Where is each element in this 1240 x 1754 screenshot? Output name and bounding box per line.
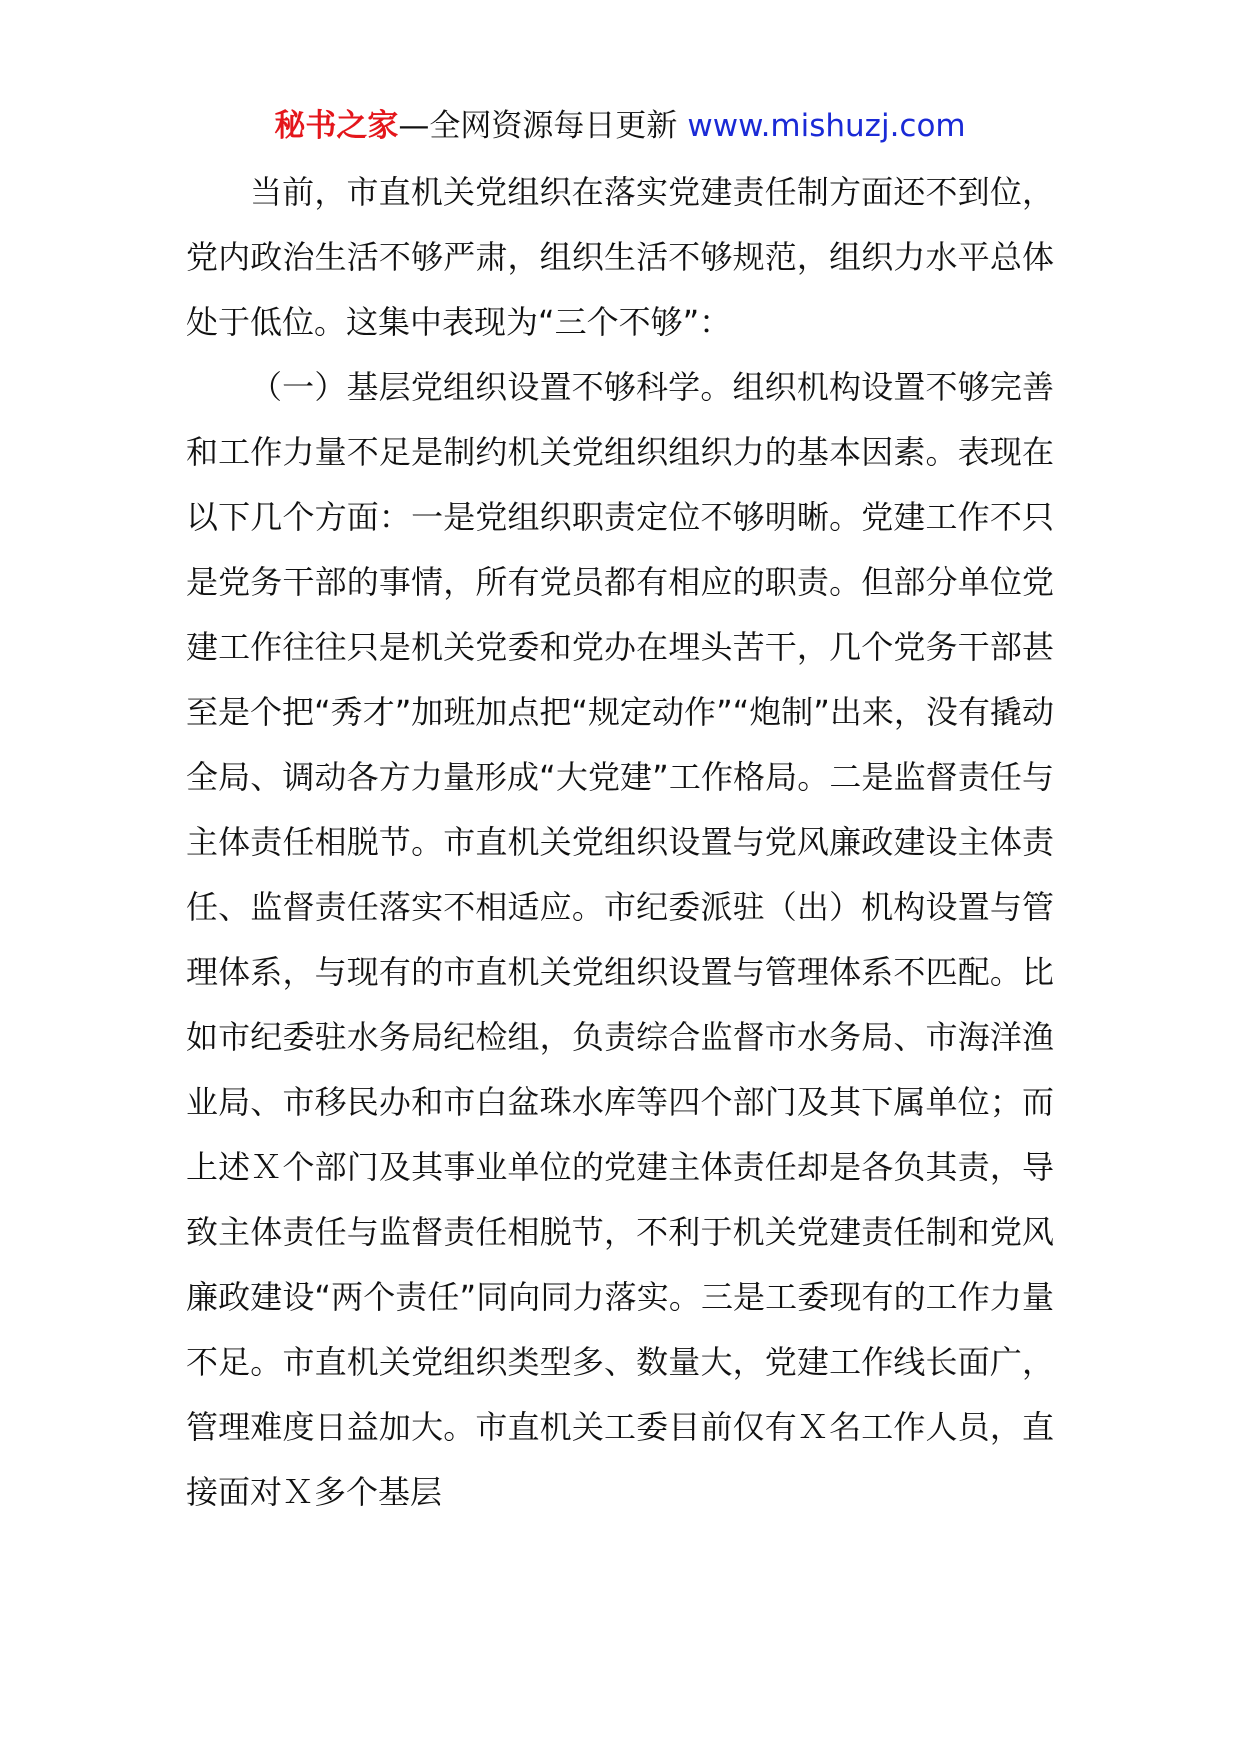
header-tagline: —全网资源每日更新 bbox=[398, 108, 678, 144]
site-url-link[interactable]: www.mishuzj.com bbox=[687, 108, 966, 144]
site-header bbox=[0, 96, 1240, 156]
document-body bbox=[186, 160, 1054, 1525]
paragraph-intro: 当前，市直机关党组织在落实党建责任制方面还不到位，党内政治生活不够严肃，组织生活不够规范，组织力水平总体处于低位。这集中表现为“三个不够”： bbox=[186, 173, 1054, 341]
paragraph-section-1: （一）基层党组织设置不够科学。组织机构设置不够完善和工作力量不足是制约机关党组织组织力的基本因素。表现在以下几个方面：一是党组织职责定位不够明晰。党建工作不只是党务干部的事情，所有党员都有相应的职责。但部分单位党建工作往往只是机关党委和党办在埋头苦干，几个党务干部甚至是个把“秀才”加班加点把“规定动作”“炮制”出来，没有撬动全局、调动各方力量形成“大党建”工作格局。二是监督责任与主体责任相脱节。市直机关党组织设置与党风廉政建设主体责任、监督责任落实不相适应。市纪委派驻（出）机构设置与管理体系，与现有的市直机关党组织设置与管理体系不匹配。比如市纪委驻水务局纪检组，负责综合监督市水务局、市海洋渔业局、市移民办和市白盆珠水库等四个部门及其下属单位；而上述Ｘ个部门及其事业单位的党建主体责任却是各负其责，导致主体责任与监督责任相脱节，不利于机关党建责任制和党风廉政建设“两个责任”同向同力落实。三是工委现有的工作力量不足。市直机关党组织类型多、数量大，党建工作线长面广，管理难度日益加大。市直机关工委目前仅有Ｘ名工作人员，直接面对Ｘ多个基层 bbox=[186, 368, 1054, 1511]
brand-name: 秘书之家 bbox=[274, 108, 399, 144]
